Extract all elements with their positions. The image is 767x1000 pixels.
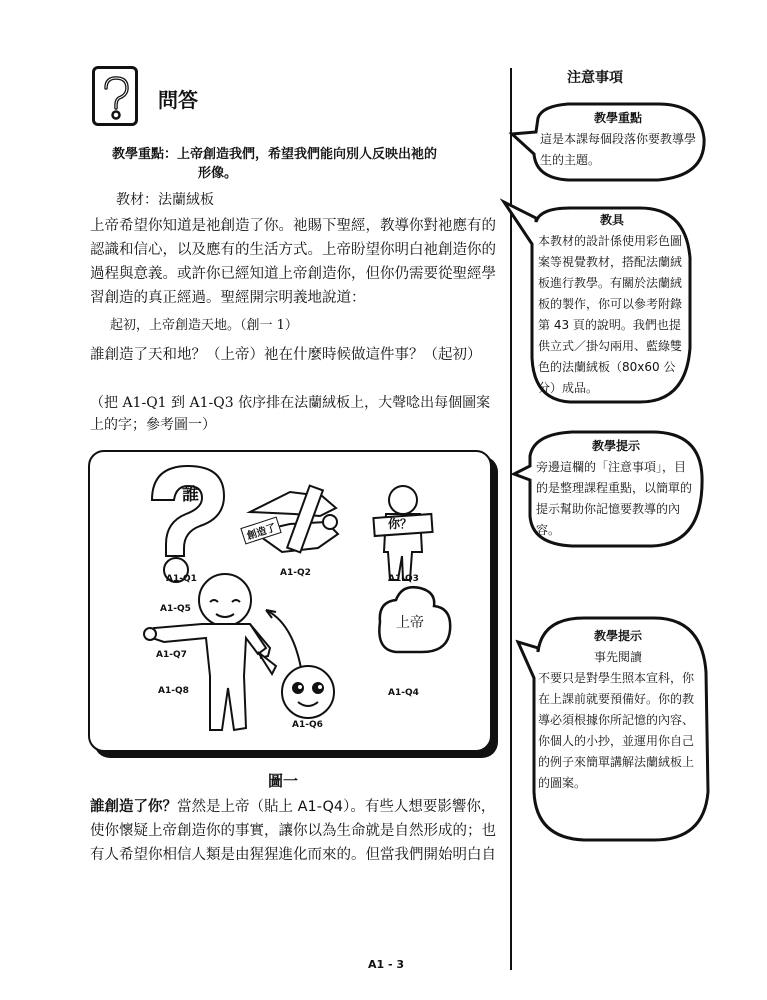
note-bubble-reading bbox=[514, 612, 714, 846]
note-body: 本教材的設計係使用彩色圖案等視覺教材，搭配法蘭絨板進行教學。有關於法蘭絨板的製作，你可以參考附錄第 43 頁的說明。我們也提供立式／掛勾兩用、藍綠雙色的法蘭絨板（80x60 公分）成品。 bbox=[538, 234, 683, 395]
label-q5: A1-Q5 bbox=[160, 604, 191, 614]
label-q4: A1-Q4 bbox=[388, 688, 419, 698]
label-q1: A1-Q1 bbox=[166, 574, 197, 584]
note-bubble-teaching-focus bbox=[508, 98, 714, 188]
note-heading: 教具 bbox=[599, 213, 624, 227]
body-paragraph-1: 上帝希望你知道是祂創造了你。祂賜下聖經，教導你對祂應有的認識和信心，以及應有的生活方式。上帝盼望你明白祂創造你的過程與意義。或許你已經知道上帝創造你，但你仍需要從聖經學習創造的真正經過。聖經開宗明義地說道： bbox=[90, 218, 496, 306]
figure-1 bbox=[88, 450, 492, 752]
word-you: 你？ bbox=[388, 517, 413, 531]
body-paragraph-3 bbox=[90, 795, 502, 867]
label-q8: A1-Q8 bbox=[158, 686, 189, 696]
body-paragraph-2: 誰創造了天和地？（上帝）祂在什麼時候做這件事？（起初） bbox=[90, 347, 482, 363]
figure-illustration bbox=[90, 452, 492, 752]
label-q6: A1-Q6 bbox=[292, 720, 323, 730]
note-heading: 教學提示 bbox=[593, 629, 642, 643]
note-heading: 教學重點 bbox=[593, 111, 642, 125]
word-god: 上帝 bbox=[396, 615, 424, 631]
word-who: 誰 bbox=[182, 485, 199, 505]
note-subheading: 事先閱讀 bbox=[593, 650, 642, 664]
body-paragraph-3-lead: 誰創造了你？ bbox=[90, 799, 177, 815]
figure-caption: 圖一 bbox=[268, 772, 299, 790]
teaching-focus-line2: 形像。 bbox=[198, 166, 238, 181]
teaching-focus bbox=[112, 145, 482, 183]
instruction-paragraph: （把 A1-Q1 到 A1-Q3 依序排在法蘭絨板上，大聲唸出每個圖案上的字；參考圖一） bbox=[90, 395, 491, 433]
note-heading: 教學提示 bbox=[591, 439, 640, 453]
label-q7: A1-Q7 bbox=[156, 650, 187, 660]
body-paragraph-3-rest: 當然是上帝（貼上 A1-Q4）。有些人想要影響你，使你懷疑上帝創造你的事實，讓你以為生命就是自然形成的；也有人希望你相信人類是由猩猩進化而來的。但當我們開始明白自 bbox=[90, 799, 496, 863]
scripture-verse: 起初，上帝創造天地。（創一 1） bbox=[110, 318, 298, 333]
note-body: 旁邊這欄的「注意事項」，目的是整理課程重點，以簡單的提示幫助你記憶要教導的內容。 bbox=[536, 460, 693, 537]
small-face-shape bbox=[282, 666, 334, 718]
note-body: 這是本課每個段落你要教導學生的主題。 bbox=[540, 132, 697, 167]
note-bubble-materials bbox=[500, 198, 700, 410]
sidebar-title: 注意事項 bbox=[567, 70, 623, 86]
page-number: A1 - 3 bbox=[368, 958, 405, 971]
material-line: 教材：法蘭絨板 bbox=[116, 192, 214, 208]
teaching-focus-line1: 教學重點：上帝創造我們，希望我們能向別人反映出祂的 bbox=[112, 147, 438, 162]
label-q2: A1-Q2 bbox=[280, 568, 311, 578]
note-bubble-teaching-tip bbox=[512, 426, 708, 552]
question-mark-icon bbox=[92, 66, 138, 126]
hands-shape bbox=[250, 486, 338, 553]
note-body: 不要只是對學生照本宣科，你在上課前就要預備好。你的教導必須根據你所記憶的內容、你個人的小抄，並運用你自己的例子來簡單講解法蘭絨板上的圖案。 bbox=[538, 671, 695, 790]
section-title: 問答 bbox=[158, 88, 198, 112]
child-with-sign-shape bbox=[373, 486, 432, 580]
word-create: 創造了 bbox=[240, 517, 281, 545]
label-q3: A1-Q3 bbox=[388, 574, 419, 584]
